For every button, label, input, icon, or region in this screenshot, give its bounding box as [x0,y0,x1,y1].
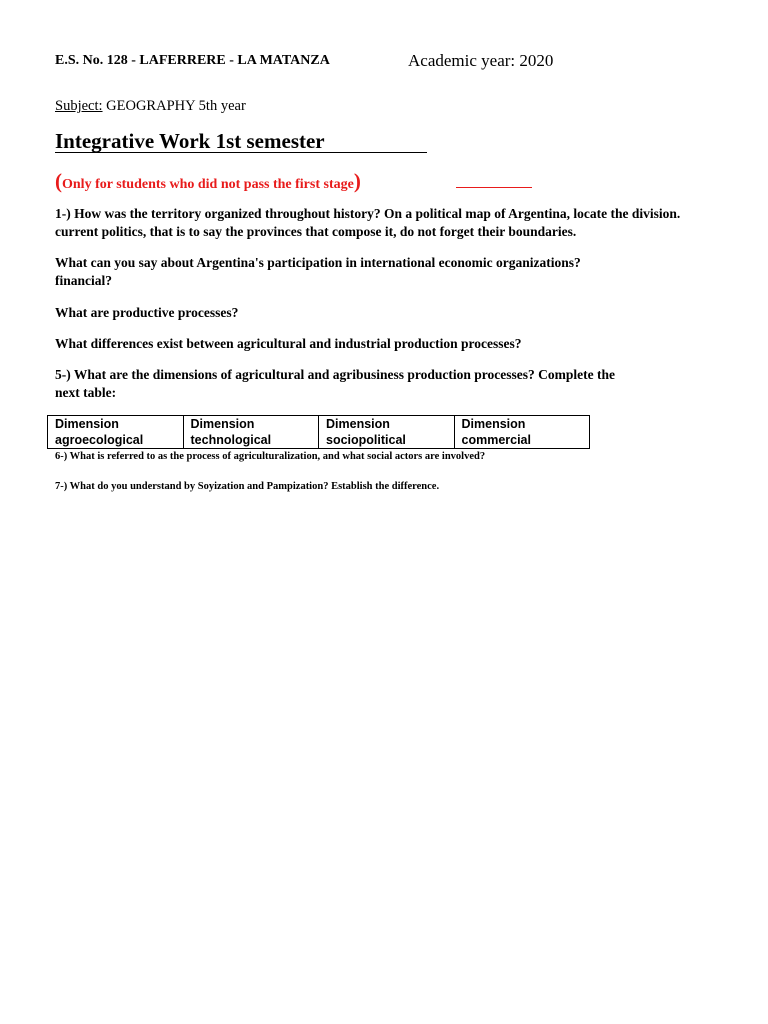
question-3: What are productive processes? [55,305,239,320]
question-5-line-2: next table: [55,385,117,400]
table-cell-sociopolitical[interactable] [319,416,455,449]
subject-line [55,98,246,115]
subject-label: Subject: [55,98,103,114]
notice [55,169,361,194]
dimensions-table [47,415,590,449]
question-1-line-2: current politics, that is to say the provinces that compose it, do not forget their boundaries. [55,224,577,239]
cell-line: agroecological [55,433,144,447]
question-4: What differences exist between agricultural and industrial production processes? [55,336,522,351]
question-1-line-1: 1-) How was the territory organized throughout history? On a political map of Argentina, locate the division. [55,206,681,221]
cell-line: technological [190,433,272,447]
notice-open-paren: ( [55,169,62,193]
cell-line: Dimension [461,417,526,431]
question-2 [55,254,581,290]
question-5-line-1: 5-) What are the dimensions of agricultural and agribusiness production processes? Complete the [55,367,616,382]
table-row [48,416,590,449]
question-1 [55,205,680,241]
question-2-line-1: What can you say about Argentina's participation in international economic organizations? [55,255,581,270]
question-6: 6-) What is referred to as the process of agriculturalization, and what social actors are involved? [55,451,486,462]
notice-close-paren: ) [353,169,361,193]
table-cell-technological[interactable] [183,416,319,449]
academic-year: Academic year: 2020 [408,51,554,70]
cell-line: Dimension [326,417,390,431]
school-header: E.S. No. 128 - LAFERRERE - LA MATANZA [55,53,330,68]
table-cell-commercial[interactable] [454,416,590,449]
answer-blank-line [456,187,532,188]
cell-line: Dimension [190,417,255,431]
cell-line: Dimension [55,417,119,431]
cell-line: sociopolitical [326,433,406,447]
question-5 [55,366,615,402]
question-7: 7-) What do you understand by Soyization and Pampization? Establish the difference. [55,481,440,492]
cell-line: commercial [461,433,531,447]
page-title: Integrative Work 1st semester [55,130,427,153]
question-2-line-2: financial? [55,273,113,288]
notice-text: Only for students who did not pass the first stage [62,177,354,192]
table-cell-agroecological[interactable] [48,416,184,449]
subject-value: GEOGRAPHY 5th year [102,98,246,114]
